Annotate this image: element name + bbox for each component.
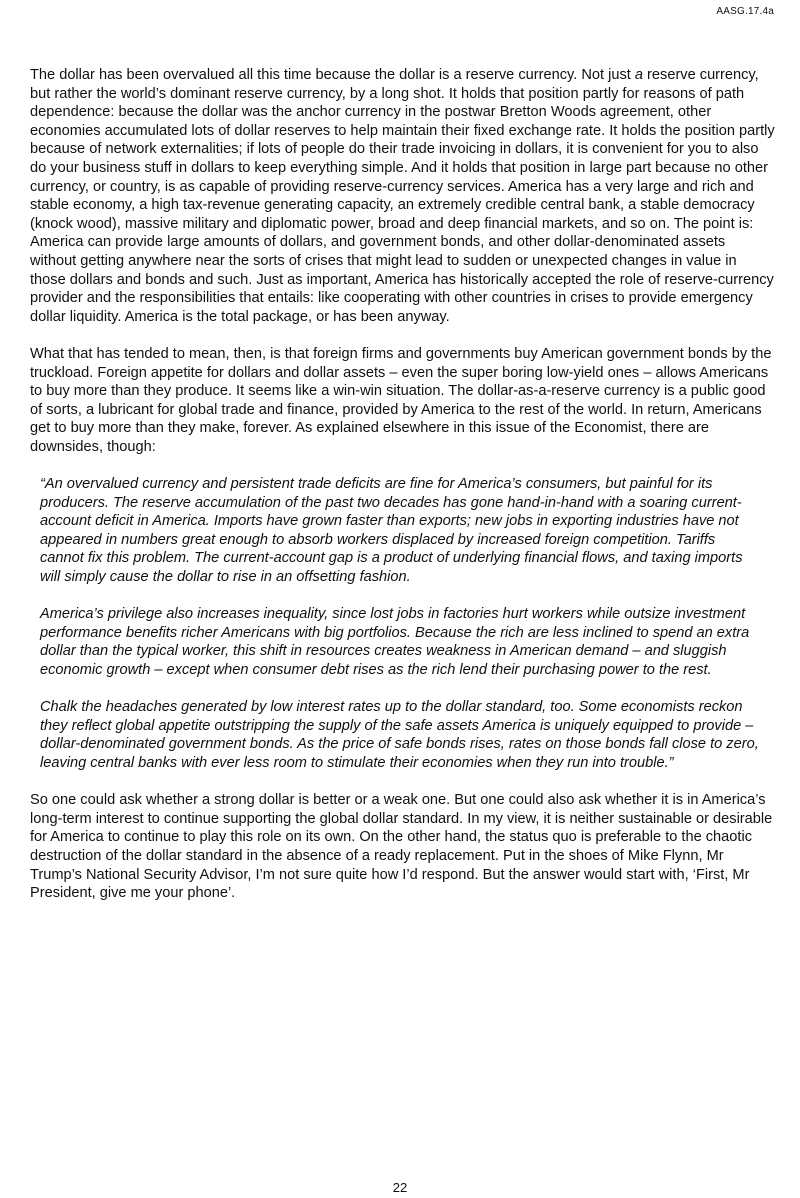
emphasis-text: a: [634, 67, 643, 83]
paragraph-foreign-appetite: What that has tended to mean, then, is that foreign firms and governments buy American government bonds by the truckload. Foreign appetite for dollars and dollar assets – even the super boring low-yield ones – allows Americans to buy more than they produce. It seems like a win-win situation. The dollar-as-a-reserve currency is a public good of sorts, a lubricant for global trade and finance, provided by America to the rest of the world. In return, Americans get to buy more than they make, forever. As explained elsewhere in this issue of the Economist, there are downsides, though:: [30, 345, 772, 455]
document-reference: AASG.17.4a: [716, 6, 774, 17]
paragraph-conclusion: So one could ask whether a strong dollar is better or a weak one. But one could also ask whether it is in America’s long-term interest to continue supporting the global dollar standard. In my view, it is neither sustainable or desirable for America to continue to play this role on its own. On the other hand, the status quo is preferable to the chaotic destruction of the dollar standard in the absence of a ready replacement. Put in the shoes of Mike Flynn, Mr Trump’s National Security Advisor, I’m not sure quite how I’d respond. But the answer would start with, ‘First, Mr President, give me your phone’.: [30, 792, 773, 902]
page-number: 22: [392, 1180, 408, 1195]
quote-paragraph-inequality: America’s privilege also increases inequality, since lost jobs in factories hurt workers while outsize investment performance benefits richer Americans with big portfolios. Because the rich are less inclined to spend an extra dollar than the typical worker, this shift in resources creates weakness in American demand – and sluggish economic growth – except when consumer debt rises as the rich lend their purchasing power to the rest.: [40, 606, 750, 678]
paragraph-text: The dollar has been overvalued all this time because the dollar is a reserve currency. Not just: [30, 67, 635, 83]
quote-paragraph-interest-rates: Chalk the headaches generated by low interest rates up to the dollar standard, too. Some economists reckon they reflect global appetite outstripping the supply of the safe assets America is uniquely equipped to provide – dollar-denominated government bonds. As the price of safe bonds rises, rates on those bonds fall close to zero, leaving central banks with ever less room to stimulate their economies when they run into trouble.”: [40, 699, 759, 771]
document-body: [30, 66, 775, 921]
paragraph-text: reserve currency, but rather the world’s dominant reserve currency, by a long shot. It holds that position partly for reasons of path dependence: because the dollar was the anchor currency in the postwar Bretton Woods agreement, other economies accumulated lots of dollar reserves to help maintain their fixed exchange rate. It holds the position partly because of network externalities; if lots of people do their trade invoicing in dollars, it is convenient for you to also do your business stuff in dollars to keep everything simple. And it holds that position in large part because no other currency, or country, is as capable of providing reserve-currency services. America has a very large and rich and stable economy, a high tax-revenue generating capacity, an extremely credible central bank, a stable democracy (knock wood), massive military and diplomatic power, broad and deep financial markets, and so on. The point is: America can provide large amounts of dollars, and government bonds, and other dollar-denominated assets without getting anywhere near the sorts of crises that might lead to sudden or unexpected changes in value in those dollars and bonds and such. Just as important, America has historically accepted the role of reserve-currency provider and the responsibilities that entails: like cooperating with other countries in crises to provide emergency dollar liquidity. America is the total package, or has been anyway.: [30, 67, 775, 325]
economist-quote: [30, 475, 760, 773]
paragraph-reserve-currency: [30, 66, 775, 326]
quote-paragraph-overvalued: “An overvalued currency and persistent trade deficits are fine for America’s consumers, but painful for its producers. The reserve accumulation of the past two decades has gone hand-in-hand with a soaring current-account deficit in America. Imports have grown faster than exports; new jobs in exporting industries have not appeared in numbers great enough to absorb workers displaced by increased foreign competition. Tariffs cannot fix this problem. The current-account gap is a product of underlying financial flows, and taxing imports will simply cause the dollar to rise in an offsetting fashion.: [40, 476, 743, 586]
